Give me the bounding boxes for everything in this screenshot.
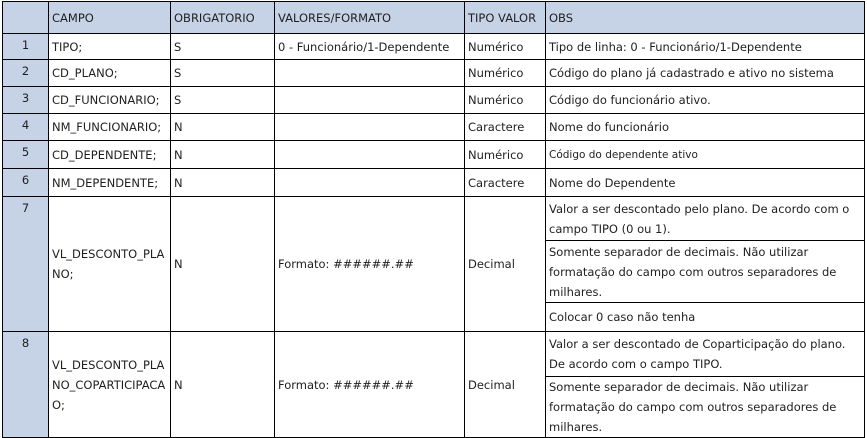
obrigatorio-cell: N	[171, 114, 275, 141]
campo-cell: VL_DESCONTO_PLANO;	[49, 197, 171, 332]
row-index: 5	[3, 141, 49, 169]
obrigatorio-cell: S	[171, 87, 275, 114]
valores-cell	[275, 141, 465, 169]
campo-cell: NM_FUNCIONARIO;	[49, 114, 171, 141]
tipo-cell: Caractere	[465, 169, 546, 197]
table-row	[3, 34, 865, 60]
obs-cell: Valor a ser descontado de Coparticipação do plano. De acordo com o campo TIPO.	[546, 332, 865, 377]
fields-table	[2, 1, 865, 438]
tipo-cell: Decimal	[465, 197, 546, 332]
row-index: 6	[3, 169, 49, 197]
table-row	[3, 197, 865, 241]
obrigatorio-cell: S	[171, 60, 275, 87]
header-tipo: TIPO VALOR	[465, 2, 546, 34]
row-index: 1	[3, 34, 49, 60]
campo-cell: CD_FUNCIONARIO;	[49, 87, 171, 114]
header-row	[3, 2, 865, 34]
campo-cell: CD_PLANO;	[49, 60, 171, 87]
table-row	[3, 141, 865, 169]
tipo-cell: Caractere	[465, 114, 546, 141]
campo-cell: VL_DESCONTO_PLANO_COPARTICIPACAO;	[49, 332, 171, 438]
table-row	[3, 114, 865, 141]
valores-cell: 0 - Funcionário/1-Dependente	[275, 34, 465, 60]
row-index: 8	[3, 332, 49, 438]
obs-cell: Somente separador de decimais. Não utilizar formatação do campo com outros separadores de milhares.	[546, 377, 865, 438]
table-row	[3, 169, 865, 197]
obs-cell: Colocar 0 caso não tenha	[546, 303, 865, 332]
table-row	[3, 87, 865, 114]
valores-cell	[275, 87, 465, 114]
obs-cell: Tipo de linha: 0 - Funcionário/1-Dependente	[546, 34, 865, 60]
table-row	[3, 60, 865, 87]
campo-cell: TIPO;	[49, 34, 171, 60]
obrigatorio-cell: S	[171, 34, 275, 60]
obs-cell: Código do dependente ativo	[546, 141, 865, 169]
obs-cell: Código do funcionário ativo.	[546, 87, 865, 114]
header-campo: CAMPO	[49, 2, 171, 34]
valores-cell: Formato: ######.##	[275, 332, 465, 438]
header-obrigatorio: OBRIGATORIO	[171, 2, 275, 34]
header-obs: OBS	[546, 2, 865, 34]
table-row	[3, 332, 865, 377]
campo-cell: NM_DEPENDENTE;	[49, 169, 171, 197]
valores-cell	[275, 169, 465, 197]
campo-cell: CD_DEPENDENTE;	[49, 141, 171, 169]
tipo-cell: Decimal	[465, 332, 546, 438]
obrigatorio-cell: N	[171, 197, 275, 332]
header-valores: VALORES/FORMATO	[275, 2, 465, 34]
row-index: 4	[3, 114, 49, 141]
tipo-cell: Numérico	[465, 87, 546, 114]
obrigatorio-cell: N	[171, 169, 275, 197]
obs-cell: Somente separador de decimais. Não utilizar formatação do campo com outros separadores de milhares.	[546, 241, 865, 303]
row-index: 2	[3, 60, 49, 87]
tipo-cell: Numérico	[465, 34, 546, 60]
obrigatorio-cell: N	[171, 141, 275, 169]
tipo-cell: Numérico	[465, 141, 546, 169]
header-index	[3, 2, 49, 34]
valores-cell: Formato: ######.##	[275, 197, 465, 332]
obrigatorio-cell: N	[171, 332, 275, 438]
tipo-cell: Numérico	[465, 60, 546, 87]
obs-cell: Nome do funcionário	[546, 114, 865, 141]
obs-cell: Código do plano já cadastrado e ativo no sistema	[546, 60, 865, 87]
row-index: 7	[3, 197, 49, 332]
row-index: 3	[3, 87, 49, 114]
obs-cell: Nome do Dependente	[546, 169, 865, 197]
valores-cell	[275, 114, 465, 141]
valores-cell	[275, 60, 465, 87]
obs-cell: Valor a ser descontado pelo plano. De acordo com o campo TIPO (0 ou 1).	[546, 197, 865, 241]
